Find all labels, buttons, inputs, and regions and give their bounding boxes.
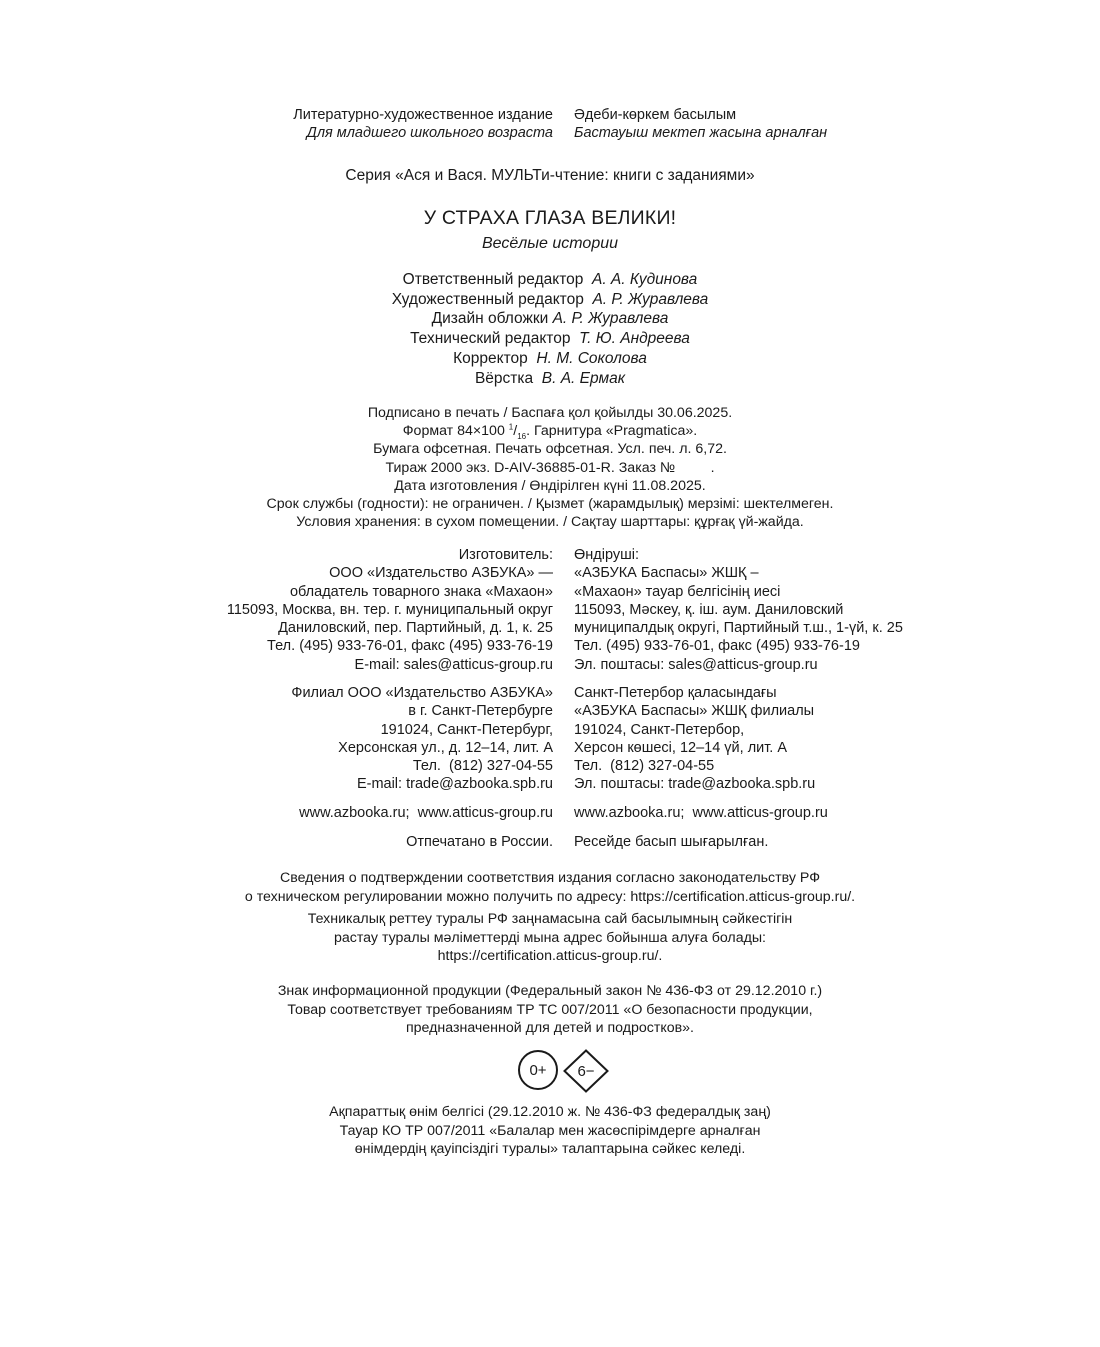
credit-role: Ответственный редактор: [402, 271, 584, 288]
age-rating-circle-icon: [518, 1050, 558, 1090]
target-age-label: 6−: [577, 1062, 595, 1080]
edition-type: Литературно-художественное издание: [293, 107, 553, 123]
print-run: Тираж 2000 экз. D-AIV-36885-01-R. Заказ № .: [385, 459, 715, 476]
branch-phone: Тел. (812) 327-04-55: [412, 758, 553, 775]
certification-kz: [0, 910, 1100, 966]
manufacturer-line: Изготовитель:: [458, 547, 553, 563]
age-group: Бастауыш мектеп жасына арналған: [574, 125, 828, 142]
manufacturer-ru: [227, 546, 553, 674]
target-age-diamond-icon: [563, 1049, 609, 1093]
book-subtitle: Весёлые истории: [481, 235, 619, 252]
service-life: Срок службы (годности): не ограничен. / Қызмет (жарамдылық) мерзімі: шектелмеген.: [266, 496, 834, 513]
websites-ru: www.azbooka.ru; www.atticus-group.ru: [299, 805, 553, 821]
certification-line: Сведения о подтверждении соответствия издания согласно законодательству РФ: [279, 870, 820, 886]
credit-row: [0, 349, 1100, 369]
paper-line: Бумага офсетная. Печать офсетная. Усл. печ. л. 6,72.: [373, 441, 727, 458]
branch-line: 191024, Санкт-Петербург,: [380, 721, 553, 738]
age-group: Для младшего школьного возраста: [306, 125, 553, 142]
manufacturer-email: E-mail: sales@atticus-group.ru: [354, 656, 553, 673]
format-denominator: 16: [517, 432, 527, 442]
edition-type-ru: [293, 106, 553, 143]
certification-line: растау туралы мәліметтерді мына адрес бойынша алуға болады:: [333, 929, 767, 946]
info-product-line: Ақпараттық өнім белгісі (29.12.2010 ж. № 436-ФЗ федералдық заң): [329, 1104, 771, 1120]
credit-row: [0, 329, 1100, 349]
credit-role: Художественный редактор: [391, 290, 584, 308]
info-product-line: предназначенной для детей и подростков».: [405, 1020, 694, 1036]
branch-line: «АЗБУКА Баспасы» ЖШҚ филиалы: [574, 703, 815, 720]
credit-name: Т. Ю. Андреева: [579, 330, 690, 348]
branch-email: Эл. поштасы: trade@azbooka.spb.ru: [574, 776, 816, 793]
branch-line: Херсон көшесі, 12–14 үй, лит. А: [574, 739, 788, 756]
branch-line: 191024, Санкт-Петербор,: [574, 721, 745, 738]
credit-role: Корректор: [453, 349, 528, 367]
credit-name: А. Р. Журавлева: [552, 310, 669, 328]
manufacturer-line: муниципалдық округі, Партийный т.ш., 1-үй, к. 25: [574, 620, 903, 637]
branch-kz: [574, 684, 815, 794]
signed-date: Подписано в печать / Баспаға қол қойылды 30.06.2025.: [367, 405, 733, 421]
branch-phone: Тел. (812) 327-04-55: [574, 758, 715, 775]
age-rating-label: 0+: [529, 1061, 547, 1079]
branch-email: E-mail: trade@azbooka.spb.ru: [356, 776, 553, 793]
credit-name: А. А. Кудинова: [591, 271, 698, 288]
info-product-line: Знак информационной продукции (Федеральный закон № 436-ФЗ от 29.12.2010 г.): [277, 983, 823, 999]
credits-list: [0, 270, 1100, 388]
credit-row: [0, 369, 1100, 389]
printed-in-kz: Ресейде басып шығарылған.: [574, 834, 769, 850]
info-product-line: Товар соответствует требованиям ТР ТС 007/2011 «О безопасности продукции,: [287, 1001, 813, 1018]
manufacturer-line: ООО «Издательство АЗБУКА» —: [329, 565, 553, 582]
info-product-ru: [0, 982, 1100, 1038]
format-numerator: 1: [508, 422, 514, 432]
certification-line: https://certification.atticus-group.ru/.: [437, 948, 663, 964]
edition-type: Әдеби-көркем басылым: [574, 107, 737, 123]
credit-row: [0, 309, 1100, 329]
manufacturer-line: Тел. (495) 933-76-01, факс (495) 933-76-19: [267, 638, 553, 655]
branch-line: в г. Санкт-Петербурге: [408, 703, 553, 720]
manufacturer-email: Эл. поштасы: sales@atticus-group.ru: [574, 656, 818, 673]
format-prefix: Формат 84×100: [402, 423, 505, 440]
manufacturer-line: «АЗБУКА Баспасы» ЖШҚ –: [574, 565, 759, 582]
edition-type-kz: [574, 106, 827, 143]
certification-line: Техникалық реттеу туралы РФ заңнамасына сай басылымның сәйкестігін: [307, 911, 793, 927]
manufacturer-line: Өндіруші:: [574, 547, 640, 563]
manufacturer-kz: [574, 546, 903, 674]
branch-ru: [291, 684, 553, 794]
credit-role: Вёрстка: [474, 369, 534, 387]
manufacturer-line: 115093, Мәскеу, қ. іш. аум. Даниловский: [574, 601, 844, 618]
certification-ru: [0, 869, 1100, 906]
certification-line: о техническом регулировании можно получить по адресу: https://certification.atticus-group.ru/.: [244, 888, 856, 905]
websites-kz: www.azbooka.ru; www.atticus-group.ru: [574, 805, 828, 821]
print-info: [0, 404, 1100, 531]
credit-role: Дизайн обложки: [431, 310, 549, 328]
printed-in-ru: Отпечатано в России.: [406, 834, 553, 850]
format-line: Формат 84×100 $^1/_{16}$. Гарнитура «Pragmatica».: [402, 422, 698, 442]
info-product-kz: [0, 1103, 1100, 1159]
credit-row: [0, 270, 1100, 290]
credit-name: В. А. Ермак: [541, 369, 626, 387]
branch-line: Санкт-Петербор қаласындағы: [574, 685, 777, 701]
manufacturer-line: Тел. (495) 933-76-01, факс (495) 933-76-19: [574, 638, 860, 655]
series-name: Серия «Ася и Вася. МУЛЬТи-чтение: книги с заданиями»: [345, 167, 755, 184]
manufacturer-line: Даниловский, пер. Партийный, д. 1, к. 25: [278, 620, 553, 637]
manufacture-date: Дата изготовления / Өндірілген күні 11.08.2025.: [394, 477, 706, 494]
book-title: У СТРАХА ГЛАЗА ВЕЛИКИ!: [423, 207, 677, 229]
storage-conditions: Условия хранения: в сухом помещении. / Сақтау шарттары: құрғақ үй-жайда.: [296, 514, 804, 531]
credit-row: [0, 290, 1100, 310]
credit-role: Технический редактор: [410, 330, 571, 348]
manufacturer-line: «Махаон» тауар белгісінің иесі: [574, 583, 781, 600]
manufacturer-line: обладатель товарного знака «Махаон»: [289, 583, 553, 600]
credit-name: А. Р. Журавлева: [592, 290, 709, 308]
info-product-line: өнімдердің қауіпсіздігі туралы» талаптарына сәйкес келеді.: [354, 1141, 746, 1157]
info-product-line: Тауар КО ТР 007/2011 «Балалар мен жасөспірімдерге арналған: [339, 1122, 761, 1139]
credit-name: Н. М. Соколова: [536, 349, 647, 367]
manufacturer-line: 115093, Москва, вн. тер. г. муниципальный округ: [226, 601, 553, 618]
branch-line: Херсонская ул., д. 12–14, лит. А: [338, 739, 553, 756]
age-badges: [0, 1049, 1100, 1095]
format-suffix: . Гарнитура «Pragmatica».: [526, 423, 698, 440]
branch-line: Филиал ООО «Издательство АЗБУКА»: [291, 685, 553, 701]
